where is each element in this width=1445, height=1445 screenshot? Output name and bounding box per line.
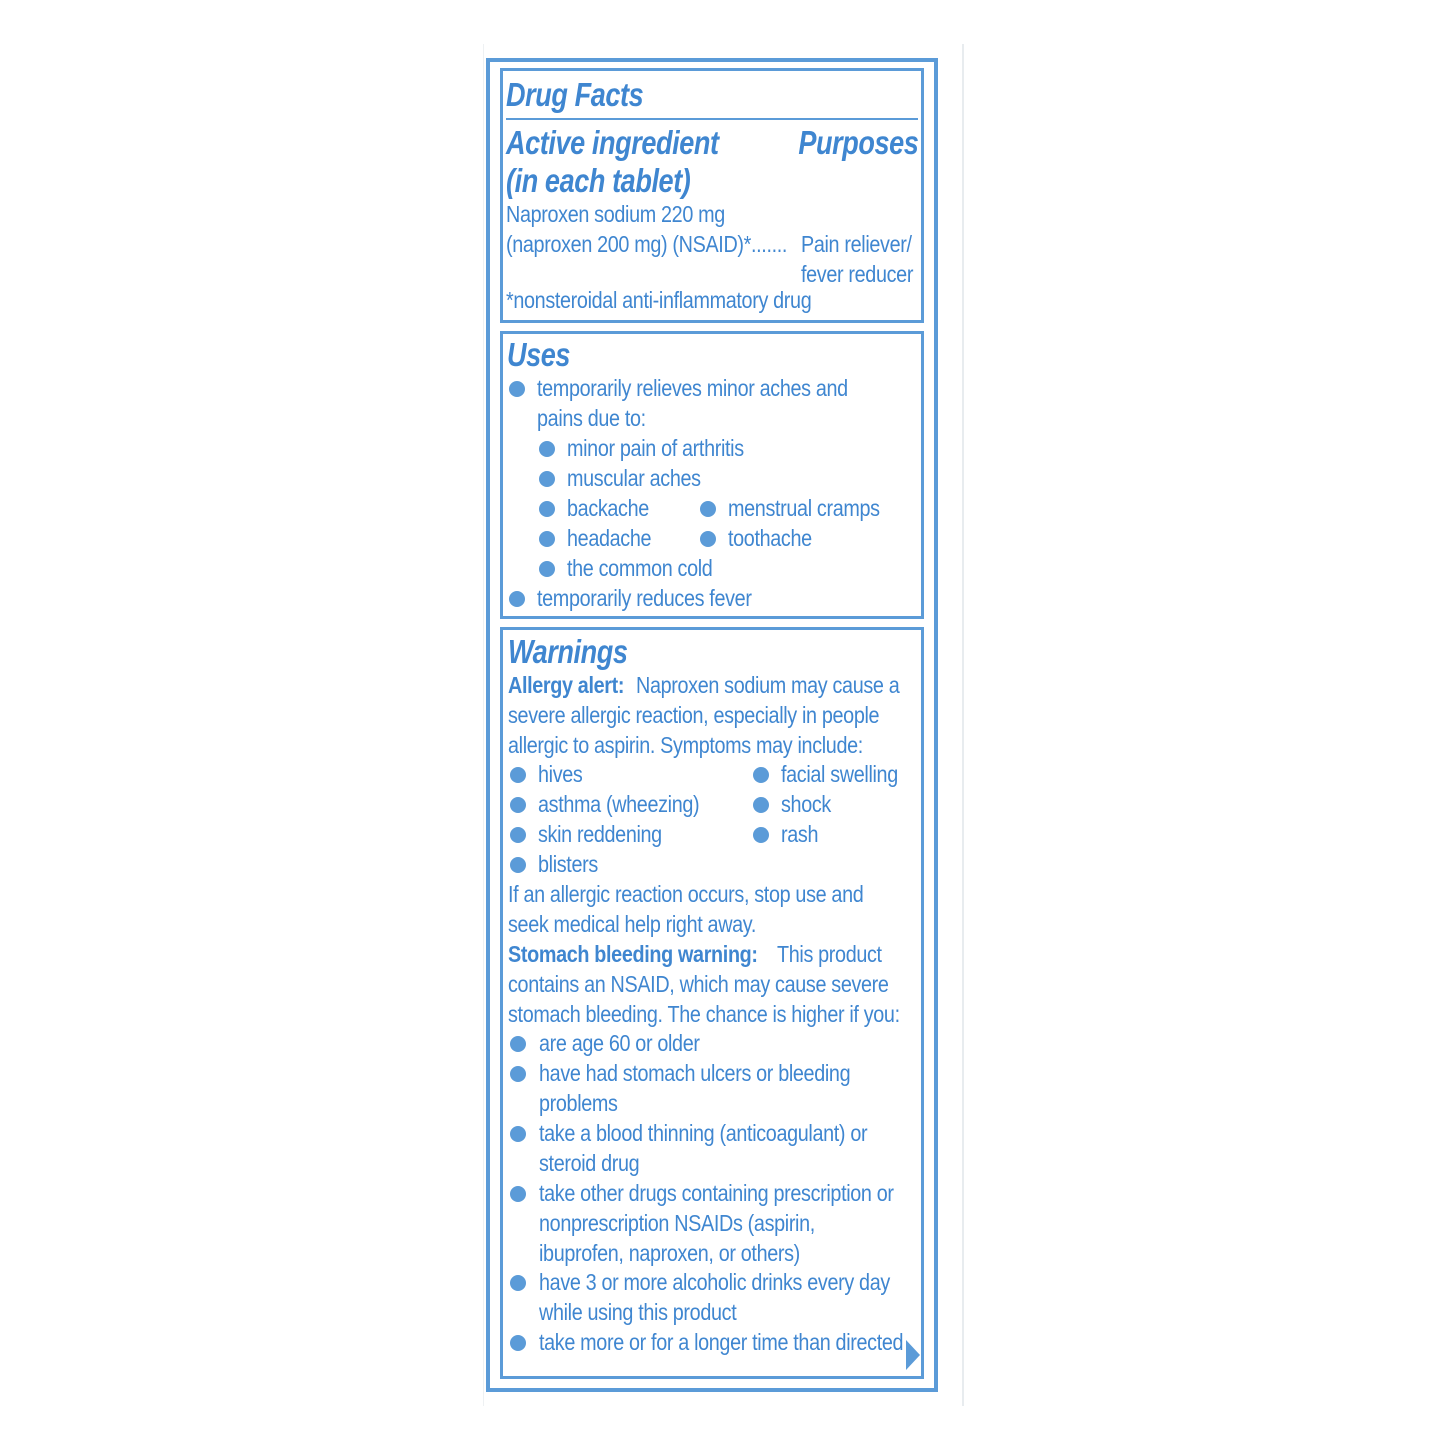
bullet-dot-icon [539, 471, 555, 487]
bullet-dot-icon [510, 1186, 526, 1202]
risk-item-continued: nonprescription NSAIDs (aspirin, [539, 1210, 815, 1236]
uses-sub-item: minor pain of arthritis [567, 435, 744, 461]
uses-sub-item: toothache [728, 525, 812, 551]
allergy-line-3: allergic to aspirin. Symptoms may include: [508, 732, 863, 758]
bullet-dot-icon [539, 561, 555, 577]
bullet-dot-icon [510, 767, 526, 783]
bullet-dot-icon [539, 501, 555, 517]
uses-sub-item: the common cold [567, 555, 713, 581]
uses-sub-item: headache [567, 525, 652, 551]
active-ingredient-subheading: (in each tablet) [506, 162, 691, 199]
bullet-dot-icon [753, 797, 769, 813]
bullet-dot-icon [539, 441, 555, 457]
title-divider [506, 118, 918, 120]
symptom-item: blisters [538, 851, 598, 877]
bullet-dot-icon [700, 501, 716, 517]
reaction-line-1: If an allergic reaction occurs, stop use and [508, 881, 864, 907]
risk-item-continued: steroid drug [539, 1150, 640, 1176]
bullet-dot-icon [510, 1275, 526, 1291]
symptom-item: skin reddening [538, 821, 662, 847]
risk-item: have 3 or more alcoholic drinks every day [539, 1269, 890, 1295]
bullet-dot-icon [510, 797, 526, 813]
purposes-heading: Purposes [797, 124, 918, 161]
bullet-dot-icon [510, 1335, 526, 1351]
bullet-dot-icon [510, 1126, 526, 1142]
risk-item-continued: problems [539, 1090, 618, 1116]
purpose-line-2: fever reducer [801, 261, 914, 287]
bullet-dot-icon [509, 591, 525, 607]
purpose-line-1: Pain reliever/ [801, 231, 912, 257]
stomach-bleeding-label: Stomach bleeding warning: [508, 941, 758, 967]
risk-item: take more or for a longer time than directed [539, 1329, 904, 1355]
uses-sub-item: backache [567, 495, 649, 521]
uses-item-1-line-1: temporarily relieves minor aches and [537, 375, 848, 401]
stomach-line-2: contains an NSAID, which may cause severe [508, 971, 889, 997]
ingredient-line-1: Naproxen sodium 220 mg [506, 201, 725, 227]
bullet-dot-icon [510, 857, 526, 873]
bullet-dot-icon [700, 531, 716, 547]
uses-item-2: temporarily reduces fever [537, 585, 752, 611]
allergy-alert-label: Allergy alert: [508, 672, 625, 698]
bullet-dot-icon [753, 767, 769, 783]
symptom-item: asthma (wheezing) [538, 791, 700, 817]
uses-sub-item: muscular aches [567, 465, 701, 491]
bullet-dot-icon [510, 1066, 526, 1082]
symptom-item: hives [538, 761, 583, 787]
continue-arrow-icon [906, 1340, 920, 1370]
drug-facts-title: Drug Facts [506, 76, 644, 113]
risk-item: are age 60 or older [539, 1030, 700, 1056]
uses-sub-item: menstrual cramps [728, 495, 880, 521]
risk-item: take a blood thinning (anticoagulant) or [539, 1120, 868, 1146]
active-ingredient-heading: Active ingredient [506, 124, 719, 161]
bullet-dot-icon [510, 1036, 526, 1052]
ingredient-line-2: (naproxen 200 mg) (NSAID)*....... [506, 231, 788, 257]
uses-item-1-line-2: pains due to: [537, 405, 646, 431]
nsaid-footnote: *nonsteroidal anti-inflammatory drug [506, 287, 812, 313]
bullet-dot-icon [539, 531, 555, 547]
uses-heading: Uses [507, 336, 571, 373]
stomach-line-1: This product [777, 941, 882, 967]
reaction-line-2: seek medical help right away. [508, 911, 757, 937]
warnings-heading: Warnings [508, 633, 628, 670]
symptom-item: shock [781, 791, 831, 817]
risk-item: have had stomach ulcers or bleeding [539, 1060, 851, 1086]
allergy-line-2: severe allergic reaction, especially in people [508, 702, 880, 728]
bullet-dot-icon [753, 827, 769, 843]
symptom-item: facial swelling [781, 761, 898, 787]
risk-item-continued: ibuprofen, naproxen, or others) [539, 1240, 800, 1266]
bullet-dot-icon [509, 381, 525, 397]
risk-item: take other drugs containing prescription or [539, 1180, 894, 1206]
symptom-item: rash [781, 821, 819, 847]
stomach-line-3: stomach bleeding. The chance is higher if you: [508, 1001, 900, 1027]
bullet-dot-icon [510, 827, 526, 843]
allergy-line-1: Naproxen sodium may cause a [636, 672, 900, 698]
risk-item-continued: while using this product [539, 1299, 737, 1325]
